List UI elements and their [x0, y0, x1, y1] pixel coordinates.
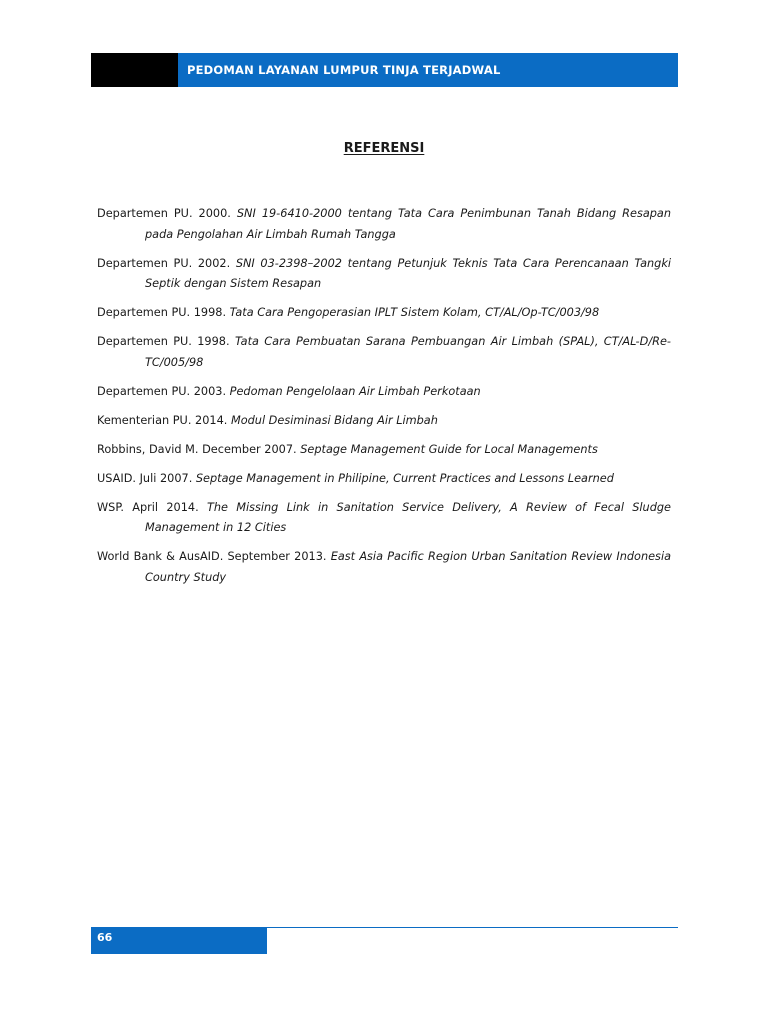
reference-item	[97, 498, 671, 539]
page-title: REFERENSI	[343, 141, 425, 156]
footer-page-badge	[91, 927, 267, 954]
header-blue-band	[178, 53, 678, 87]
reference-author-year: Kementerian PU. 2014.	[97, 413, 228, 427]
reference-author-year: WSP. April 2014.	[97, 500, 199, 514]
header-title: PEDOMAN LAYANAN LUMPUR TINJA TERJADWAL	[187, 63, 501, 77]
reference-author-year: Departemen PU. 2002.	[97, 256, 231, 270]
reference-title: Tata Cara Pengoperasian IPLT Sistem Kolam, CT/AL/Op-TC/003/98	[229, 306, 600, 319]
reference-title: SNI 03-2398–2002 tentang Petunjuk Teknis Tata Cara Perencanaan Tangki Septik dengan Sistem Resapan	[145, 256, 672, 290]
reference-title: Modul Desiminasi Bidang Air Limbah	[230, 413, 438, 427]
reference-item	[97, 204, 671, 245]
reference-author-year: USAID. Juli 2007.	[97, 471, 193, 485]
reference-list	[97, 204, 671, 597]
reference-item	[97, 547, 671, 588]
reference-title: Septage Management in Philipine, Current Practices and Lessons Learned	[195, 471, 614, 485]
reference-title: SNI 19-6410-2000 tentang Tata Cara Penimbunan Tanah Bidang Resapan pada Pengolahan Air Limbah Rumah Tangga	[145, 207, 672, 241]
header-black-block	[91, 53, 178, 87]
reference-item	[97, 469, 671, 490]
reference-item	[97, 303, 671, 324]
reference-item	[97, 254, 671, 295]
reference-author-year: Departemen PU. 2000.	[97, 207, 231, 220]
reference-item	[97, 411, 671, 432]
reference-author-year: Departemen PU. 1998.	[97, 306, 227, 319]
reference-title: East Asia Pacific Region Urban Sanitation Review Indonesia Country Study	[145, 550, 672, 584]
reference-author-year: Departemen PU. 1998.	[97, 335, 230, 348]
reference-title: Tata Cara Pembuatan Sarana Pembuangan Air Limbah (SPAL), CT/AL-D/Re-TC/005/98	[145, 335, 671, 369]
reference-item	[97, 440, 671, 461]
page-number: 66	[97, 931, 113, 944]
page-header	[91, 53, 678, 87]
reference-author-year: Departemen PU. 2003.	[97, 384, 227, 398]
reference-title: Pedoman Pengelolaan Air Limbah Perkotaan	[229, 384, 481, 398]
reference-title: Septage Management Guide for Local Managements	[300, 442, 598, 456]
reference-item	[97, 332, 671, 373]
reference-title: The Missing Link in Sanitation Service Delivery, A Review of Fecal Sludge Management in 12 Cities	[145, 500, 672, 534]
reference-author-year: Robbins, David M. December 2007.	[97, 442, 297, 456]
reference-author-year: World Bank & AusAID. September 2013.	[97, 550, 327, 563]
reference-item	[97, 382, 671, 403]
